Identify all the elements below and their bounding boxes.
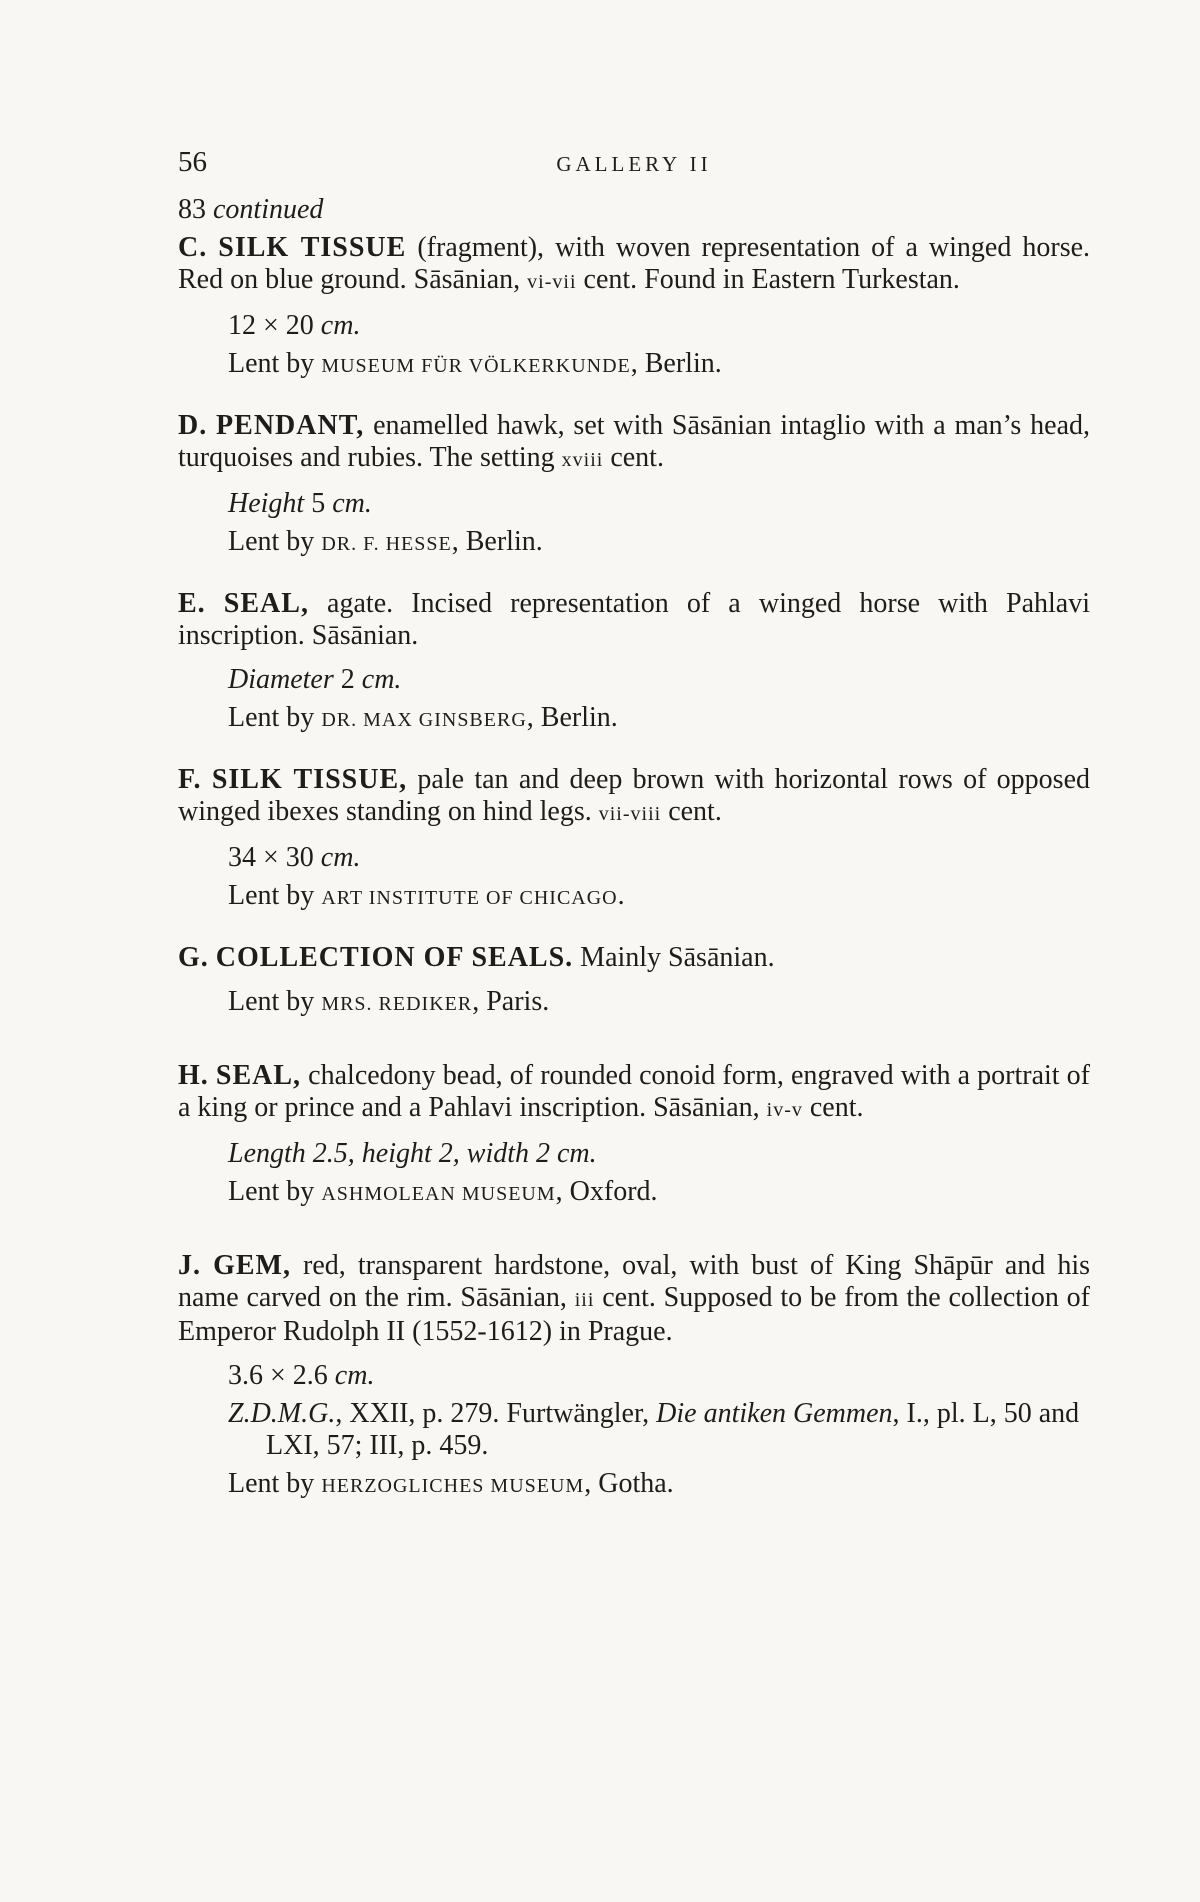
- century: iv-v: [766, 1099, 803, 1121]
- page-header: [178, 146, 1090, 186]
- entry-lender: Lent by ASHMOLEAN MUSEUM, Oxford.: [228, 1176, 658, 1207]
- entry-title: SILK TISSUE: [218, 232, 407, 263]
- continued-label: continued: [213, 194, 324, 225]
- entry-j: [178, 1250, 1090, 1502]
- entry-h: [178, 1060, 1090, 1210]
- entry-dimensions: 12 × 20 cm.: [228, 310, 361, 341]
- entry-lender: Lent by HERZOGLICHES MUSEUM, Gotha.: [228, 1468, 674, 1499]
- entry-letter: C.: [178, 232, 208, 263]
- entry-letter: G.: [178, 942, 209, 973]
- entry-letter: F.: [178, 764, 202, 795]
- page-number: 56: [178, 146, 207, 178]
- entry-f: [178, 764, 1090, 914]
- lender-name: MUSEUM FÜR VÖLKERKUNDE: [321, 355, 631, 377]
- century: vi-vii: [527, 271, 577, 293]
- running-head: GALLERY II: [556, 152, 712, 176]
- entry-title: SEAL,: [215, 1060, 302, 1091]
- entry-reference: Z.D.M.G., XXII, p. 279. Furtwängler, Die antiken Gemmen, I., pl. L, 50 and LXI, 57; III, p. 459.: [228, 1398, 1080, 1461]
- entry-letter: E.: [178, 588, 206, 619]
- catalogue-content: [178, 194, 1090, 1530]
- century: iii: [574, 1289, 595, 1311]
- entry-lender: Lent by MUSEUM FÜR VÖLKERKUNDE, Berlin.: [228, 348, 722, 379]
- entry-lender: Lent by DR. F. HESSE, Berlin.: [228, 526, 543, 557]
- entry-title: SEAL,: [223, 588, 309, 619]
- entry-description: D. PENDANT, enamelled hawk, set with Sāsānian intaglio with a man’s head, turquoises and rubies. The setting xviii cent.: [178, 410, 1090, 473]
- entry-dimensions: Height 5 cm.: [228, 488, 372, 519]
- entry-letter: D.: [178, 410, 208, 441]
- entry-title: PENDANT,: [216, 410, 365, 441]
- continued-heading: [178, 194, 1090, 226]
- lender-name: DR. F. HESSE: [321, 533, 452, 555]
- entry-title: COLLECTION OF SEALS.: [215, 942, 574, 973]
- entry-dimensions: 3.6 × 2.6 cm.: [228, 1360, 375, 1391]
- entry-title: GEM,: [213, 1250, 291, 1281]
- entry-description: F. SILK TISSUE, pale tan and deep brown with horizontal rows of opposed winged ibexes standing on hind legs. vii-viii cent.: [178, 764, 1090, 827]
- entry-lender: Lent by DR. MAX GINSBERG, Berlin.: [228, 702, 618, 733]
- entry-description: G. COLLECTION OF SEALS. Mainly Sāsānian.: [178, 942, 775, 973]
- entry-letter: J.: [178, 1250, 201, 1281]
- lender-name: HERZOGLICHES MUSEUM: [321, 1475, 585, 1497]
- entry-description: H. SEAL, chalcedony bead, of rounded conoid form, engraved with a portrait of a king or prince and a Pahlavi inscription. Sāsānian, iv-v cent.: [178, 1060, 1091, 1123]
- entry-d: [178, 410, 1090, 560]
- entry-dimensions: 34 × 30 cm.: [228, 842, 361, 873]
- entry-letter: H.: [178, 1060, 209, 1091]
- century: vii-viii: [598, 803, 662, 825]
- entry-e: [178, 588, 1090, 736]
- book-title: Die antiken Gemmen: [656, 1398, 893, 1429]
- lender-name: ASHMOLEAN MUSEUM: [321, 1183, 556, 1205]
- entry-lender: Lent by ART INSTITUTE OF CHICAGO.: [228, 880, 625, 911]
- entry-description: C. SILK TISSUE (fragment), with woven representation of a winged horse. Red on blue ground. Sāsānian, vi-vii cent. Found in Eastern Turkestan.: [178, 232, 1091, 295]
- journal-title: Z.D.M.G.: [228, 1398, 336, 1429]
- entry-dimensions: Diameter 2 cm.: [228, 664, 402, 695]
- century: xviii: [561, 449, 604, 471]
- entry-number: 83: [178, 194, 206, 225]
- entry-dimensions: Length 2.5, height 2, width 2 cm.: [228, 1138, 597, 1169]
- entry-title: SILK TISSUE,: [211, 764, 408, 795]
- entry-description: E. SEAL, agate. Incised representation of a winged horse with Pahlavi inscription. Sāsānian.: [178, 588, 1091, 651]
- lender-name: DR. MAX GINSBERG: [321, 709, 527, 731]
- lender-name: MRS. REDIKER: [321, 993, 473, 1015]
- entry-description: J. GEM, red, transparent hardstone, oval, with bust of King Shāpūr and his name carved on the rim. Sāsānian, iii cent. Supposed to be from the collection of Emperor Rudolph II (1552-1612) in Prague.: [178, 1250, 1090, 1347]
- lender-name: ART INSTITUTE OF CHICAGO: [321, 887, 618, 909]
- entry-g: [178, 942, 1090, 1020]
- entry-c: [178, 232, 1090, 382]
- entry-lender: Lent by MRS. REDIKER, Paris.: [228, 986, 550, 1017]
